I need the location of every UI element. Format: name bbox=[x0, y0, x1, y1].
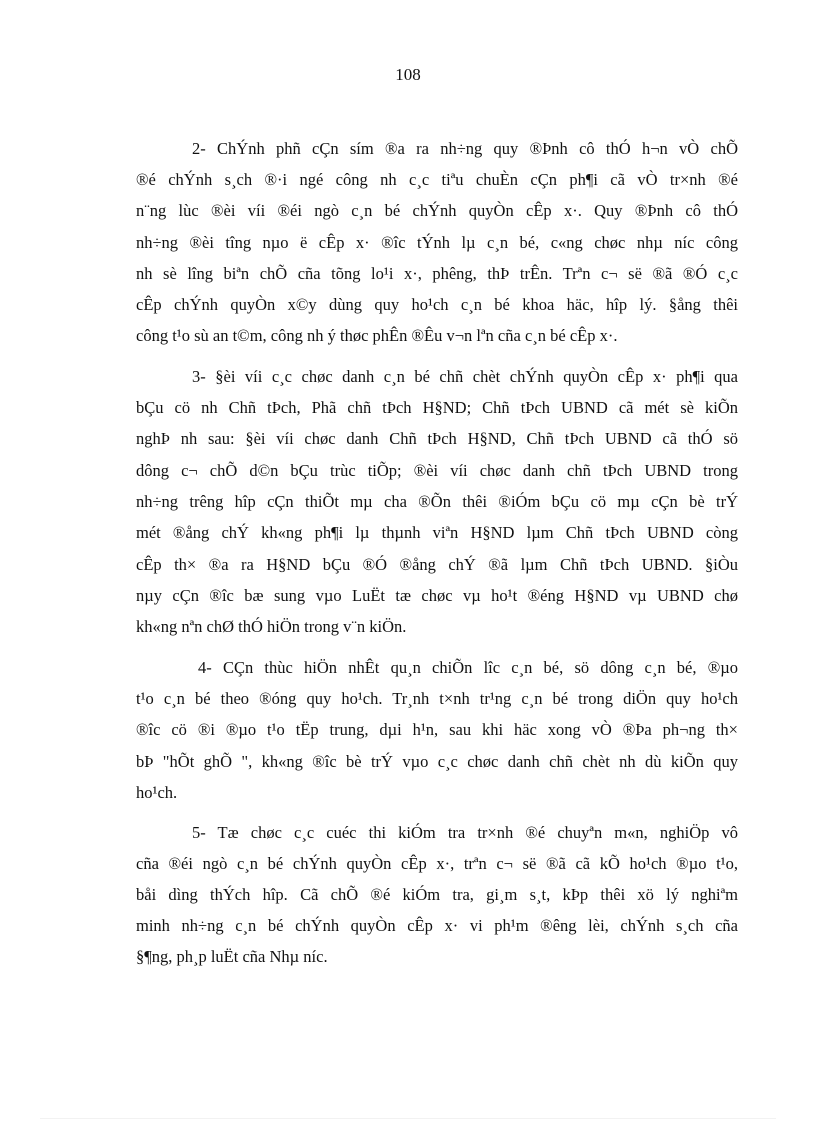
paragraph-2-line-4: dông c¬ chÕ d©n bÇu trùc tiÕp; ®èi víi chøc danh chñ tÞch UBND trong bbox=[136, 461, 738, 480]
paragraph-3-line-1: 4- CÇn thùc hiÖn nhÊt qu¸n chiÕn lîc c¸n bé, sö dông c¸n bé, ®µo bbox=[198, 658, 738, 677]
paragraph-1-line-6: cÊp chÝnh quyÒn x©y dùng quy ho¹ch c¸n bé khoa häc, hîp lý. §ång thêi bbox=[136, 295, 738, 314]
paragraph-2-line-6: mét ®ång chÝ kh«ng ph¶i lµ thµnh viªn H§ND lµm Chñ tÞch UBND còng bbox=[136, 523, 738, 542]
paragraph-2-line-2: bÇu cö nh Chñ tÞch, Phã chñ tÞch H§ND; Chñ tÞch UBND cã mét sè kiÕn bbox=[136, 398, 738, 417]
paragraph-4-line-1: 5- Tæ chøc c¸c cuéc thi kiÓm tra tr×nh ®é chuyªn m«n, nghiÖp vô bbox=[192, 823, 738, 842]
paragraph-1-line-1: 2- ChÝnh phñ cÇn sím ®a ra nh÷ng quy ®Þnh cô thÓ h¬n vÒ chÕ bbox=[192, 139, 738, 158]
paragraph-1-line-4: nh÷ng ®èi tîng nµo ë cÊp x· ®îc tÝnh lµ c¸n bé, c«ng chøc nhµ níc công bbox=[136, 233, 738, 252]
paragraph-2-line-1: 3- §èi víi c¸c chøc danh c¸n bé chñ chèt chÝnh quyÒn cÊp x· ph¶i qua bbox=[192, 367, 738, 386]
paragraph-2-line-7: cÊp th× ®a ra H§ND bÇu ®Ó ®ång chÝ ®ã lµm Chñ tÞch UBND. §iÒu bbox=[136, 555, 738, 574]
paragraph-1-line-2: ®é chÝnh s¸ch ®·i ngé công nh c¸c tiªu chuÈn cÇn ph¶i cã vÒ tr×nh ®é bbox=[136, 170, 738, 189]
paragraph-4-line-3: båi dìng thÝch hîp. Cã chÕ ®é kiÓm tra, gi¸m s¸t, kÞp thêi xö lý nghiªm bbox=[136, 885, 738, 904]
paragraph-1-line-5: nh sè lîng biªn chÕ cña tõng lo¹i x·, phêng, thÞ trÊn. Trªn c¬ së ®ã ®Ó c¸c bbox=[136, 264, 738, 283]
paragraph-1-line-3: n¨ng lùc ®èi víi ®éi ngò c¸n bé chÝnh quyÒn cÊp x·. Quy ®Þnh cô thÓ bbox=[136, 201, 738, 220]
paragraph-2-line-3: nghÞ nh sau: §èi víi chøc danh Chñ tÞch H§ND, Chñ tÞch UBND cã thÓ sö bbox=[136, 429, 738, 448]
paragraph-1-line-7: công t¹o sù an t©m, công nh ý thøc phÊn ®Êu v¬n lªn cña c¸n bé cÊp x·. bbox=[136, 326, 618, 345]
paragraph-2-line-8: nµy cÇn ®îc bæ sung vµo LuËt tæ chøc vµ ho¹t ®éng H§ND vµ UBND chø bbox=[136, 586, 738, 605]
paragraph-3-line-3: ®îc cö ®i ®µo t¹o tËp trung, dµi h¹n, sau khi häc xong vÒ ®Þa ph¬ng th× bbox=[136, 720, 738, 739]
paragraph-4-line-4: minh nh÷ng c¸n bé chÝnh quyÒn cÊp x· vi ph¹m ®êng lèi, chÝnh s¸ch cña bbox=[136, 916, 738, 935]
paragraph-4-line-5: §¶ng, ph¸p luËt cña Nhµ níc. bbox=[136, 947, 328, 966]
paragraph-3-line-5: ho¹ch. bbox=[136, 783, 178, 802]
paragraph-2-line-5: nh÷ng trêng hîp cÇn thiÕt mµ cha ®Õn thêi ®iÓm bÇu cö mµ cÇn bè trÝ bbox=[136, 492, 738, 511]
paragraph-3-line-2: t¹o c¸n bé theo ®óng quy ho¹ch. Tr¸nh t×nh tr¹ng c¸n bé trong diÖn quy ho¹ch bbox=[136, 689, 738, 708]
paragraph-3-line-4: bÞ "hÕt ghÕ ", kh«ng ®îc bè trÝ vµo c¸c chøc danh chñ chèt nh dù kiÕn quy bbox=[136, 752, 738, 771]
page-number: 108 bbox=[395, 65, 421, 84]
paragraph-2-line-9: kh«ng nªn chØ thÓ hiÖn trong v¨n kiÖn. bbox=[136, 617, 407, 636]
page-bottom-edge bbox=[40, 1118, 776, 1119]
paragraph-4-line-2: cña ®éi ngò c¸n bé chÝnh quyÒn cÊp x·, trªn c¬ së ®ã cã kÕ ho¹ch ®µo t¹o, bbox=[136, 854, 738, 873]
